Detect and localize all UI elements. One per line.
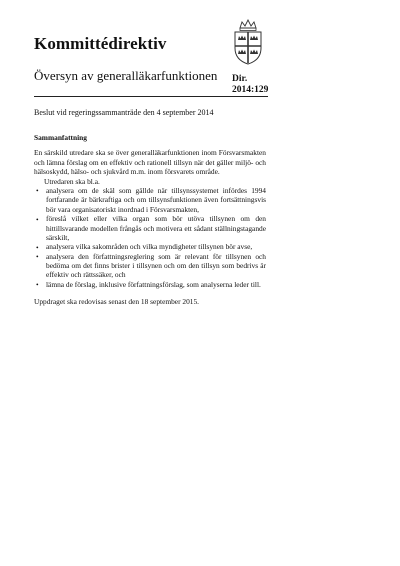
- summary-lead: Utredaren ska bl.a.: [44, 176, 100, 186]
- directive-number: [232, 74, 268, 97]
- list-item: [34, 214, 266, 242]
- list-item: [34, 252, 266, 280]
- task-list: [34, 186, 266, 289]
- bullet-icon: •: [36, 186, 39, 196]
- list-item: [34, 186, 266, 214]
- list-item-text: föreslå vilket eller vilka organ som bör utöva tillsynen om den hittillsvarande modellen frångås och motivera ett sådant ställningstagande särskilt,: [46, 214, 266, 242]
- three-crowns-coat-of-arms-icon: [230, 18, 266, 66]
- document-title: Kommittédirektiv: [34, 34, 167, 53]
- deadline-note: Uppdraget ska redovisas senast den 18 september 2015.: [34, 297, 200, 307]
- summary-section: [34, 133, 266, 307]
- bullet-icon: •: [36, 280, 39, 290]
- list-item-text: analysera vilka sakområden och vilka myndigheter tillsynen bör avse,: [46, 242, 253, 252]
- bullet-icon: •: [36, 214, 39, 224]
- summary-intro: En särskild utredare ska se över generalläkarfunktionen inom Försvarsmakten och lämna förslag om en effektiv och rationell tillsyn när det gäller miljö- och hälsoskydd, hälso- och sjukvård m.m. inom försvarets område.: [34, 148, 266, 177]
- list-item: [34, 280, 266, 289]
- list-item-text: analysera om de skäl som gällde när tillsynssystemet infördes 1994 fortfarande är bärkraftiga och om tillsynsfunktionen även fortsättningsvis bör vara organisatoriskt inordnad i Försvarsmakten,: [46, 185, 266, 214]
- list-item-text: analysera den författningsreglering som är relevant för tillsynen och bedöma om det finns brister i tillsynen och om den tillsyn som bedrivs är effektiv och rättssäker, och: [46, 251, 266, 280]
- list-item: [34, 242, 266, 251]
- directive-label: Dir.: [232, 74, 248, 84]
- decision-line: Beslut vid regeringssammanträde den 4 september 2014: [34, 108, 214, 117]
- list-item-text: lämna de förslag, inklusive författningsförslag, som analyserna leder till.: [46, 279, 261, 289]
- bullet-icon: •: [36, 252, 39, 262]
- directive-id: 2014:129: [232, 85, 269, 96]
- document-subtitle: Översyn av generalläkarfunktionen: [34, 68, 218, 83]
- bullet-icon: •: [36, 242, 39, 252]
- summary-heading: Sammanfattning: [34, 133, 87, 142]
